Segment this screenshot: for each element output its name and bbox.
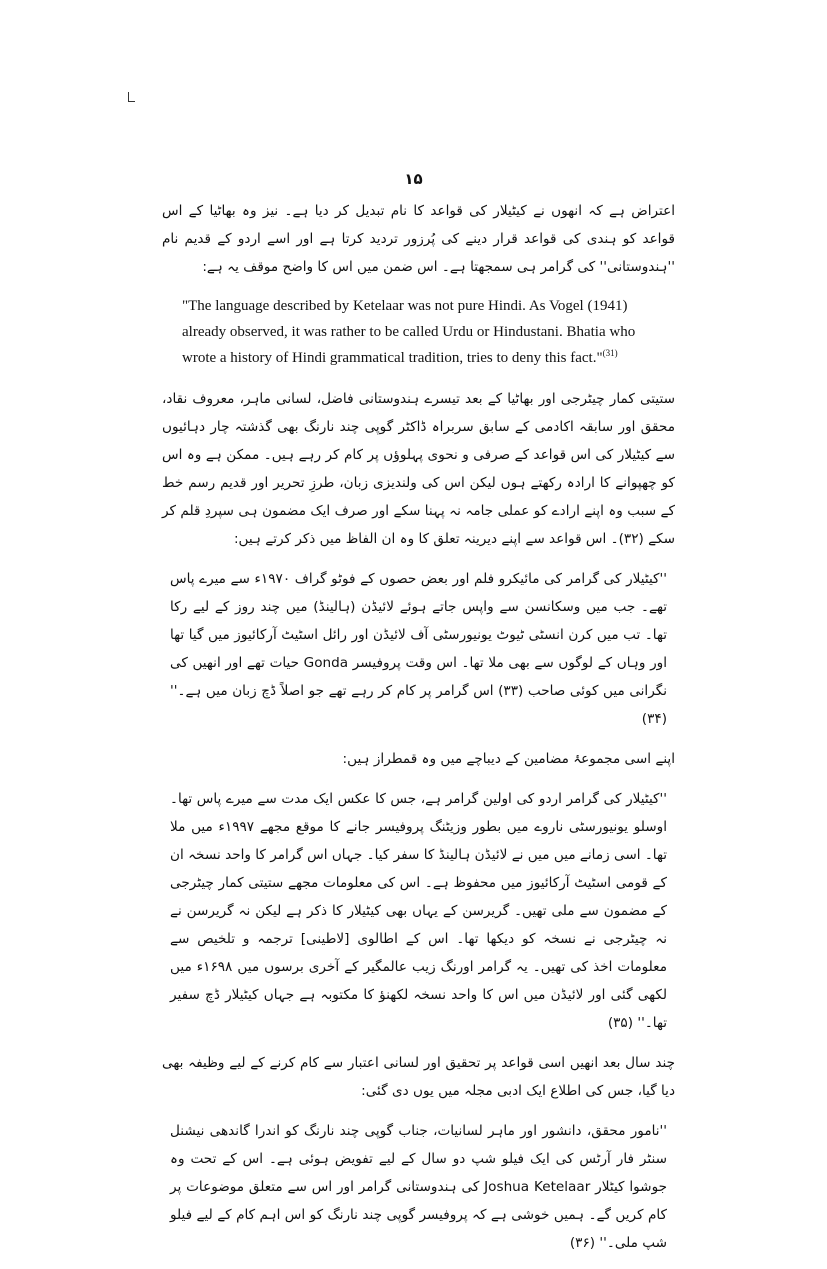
block-quote-2: ''کیٹیلار کی گرامر اردو کی اولین گرامر ہے، جس کا عکس ایک مدت سے میرے پاس تھا۔ اوسلو یونیورسٹی ناروے میں بطور وزیٹنگ پروفیسر جانے کا موقع مجھے ۱۹۹۷ء میں ملا تھا۔ اسی زمانے میں میں نے لائیڈن ہالینڈ کا سفر کیا۔ جہاں اس گرامر کا واحد نسخہ ان کے قومی اسٹیٹ آرکائیوز میں محفوظ ہے۔ اس کی معلومات مجھے ستیتی کمار چیٹرجی کے مضمون سے ملی تھیں۔ گریرسن کے یہاں بھی کیٹیلار کا ذکر ہے لیکن نہ گریرسن نے نہ چیٹرجی نے نسخہ کو دیکھا تھا۔ اس کے اطالوی [لاطینی] ترجمہ و تلخیص سے معلومات اخذ کی تھیں۔ یہ گرامر اورنگ زیب عالمگیر کے آخری برسوں میں ۱۶۹۸ء میں لکھی گئی اور لائیڈن میں اس کا واحد نسخہ لکھنؤ کا مکتوبہ ہے جہاں کیٹیلار ڈچ سفیر تھا۔'' (۳۵) [170,791,667,1031]
paragraph-2: ستیتی کمار چیٹرجی اور بھاٹیا کے بعد تیسرے ہندوستانی فاضل، لسانی ماہر، معروف نقاد، محقق اور سابقہ اکادمی کے سابق سربراہ ڈاکٹر گوپی چند نارنگ بھی گذشتہ چار دہائیوں سے کیٹیلار کی اس قواعد کے صرفی و نحوی پہلوؤں پر کام کر رہے ہیں۔ ممکن ہے وہ اس کو چھپوانے کا ارادہ رکھتے ہوں لیکن اس کی ولندیزی زبان، طرزِ تحریر اور قدیم رسم خط کے سبب وہ اپنے ارادے کو عملی جامہ نہ پہنا سکے اور صرف ایک مضمون ہی سپردِ قلم کر سکے (۳۲)۔ اس قواعد سے اپنے دیرینہ تعلق کا وہ ان الفاظ میں ذکر کرتے ہیں: [162,391,675,547]
crop-mark [128,92,135,102]
paragraph-4: چند سال بعد انھیں اسی قواعد پر تحقیق اور لسانی اعتبار سے کام کرنے کے لیے وظیفہ بھی دیا گیا، جس کی اطلاع ایک ادبی مجلہ میں یوں دی گئی: [162,1055,675,1099]
paragraph-3: اپنے اسی مجموعۂ مضامین کے دیباچے میں وہ قمطراز ہیں: [342,751,675,767]
english-quote-text: "The language described by Ketelaar was not pure Hindi. As Vogel (1941) already observed, it was rather to be called Urdu or Hindustani. Bhatia who wrote a history of Hindi grammatical tradition, tries to deny this fact." [182,298,636,366]
page-number: ۱۵ [404,170,423,188]
english-quote [162,293,675,371]
block-quote-1: ''کیٹیلار کی گرامر کی مائیکرو فلم اور بعض حصوں کے فوٹو گراف ۱۹۷۰ء سے میرے پاس تھے۔ جب میں وسکانسن سے واپس جاتے ہوئے لائیڈن (ہالینڈ) میں چند روز کے لیے رکا تھا۔ تب میں کرن انسٹی ٹیوٹ یونیورسٹی آف لائیڈن اور رائل اسٹیٹ آرکائیوز میں گیا تھا اور وہاں کے لوگوں سے بھی ملا تھا۔ اس وقت پروفیسر Gonda حیات تھے اور انھیں کی نگرانی میں کوئی صاحب (۳۳) اس گرامر پر کام کر رہے تھے جو اصلاً ڈچ زبان میں ہے۔'' (۳۴) [170,571,667,727]
page-body [162,197,675,1269]
paragraph-1: اعتراض ہے کہ انھوں نے کیٹیلار کی قواعد کا نام تبدیل کر دیا ہے۔ نیز وہ بھاٹیا کے اس قواعد کو ہندی کی قواعد قرار دینے کی پُرزور تردید کرتا ہے اور اسے اردو کے قدیم نام ''ہندوستانی'' کی گرامر ہی سمجھتا ہے۔ اس ضمن میں اس کا واضح موقف یہ ہے: [162,203,675,275]
block-quote-3: ''نامور محقق، دانشور اور ماہر لسانیات، جناب گوپی چند نارنگ کو اندرا گاندھی نیشنل سنٹر فار آرٹس کی ایک فیلو شپ دو سال کے لیے تفویض ہوئی ہے۔ اس کے تحت وہ جوشوا کیٹلار Joshua Ketelaar کی ہندوستانی گرامر اور اس سے متعلق موضوعات پر کام کریں گے۔ ہمیں خوشی ہے کہ پروفیسر گوپی چند نارنگ کو اس اہم کام کے لیے فیلو شپ ملی۔'' (۳۶) [170,1123,667,1251]
footnote-ref-31: (31) [602,348,618,358]
